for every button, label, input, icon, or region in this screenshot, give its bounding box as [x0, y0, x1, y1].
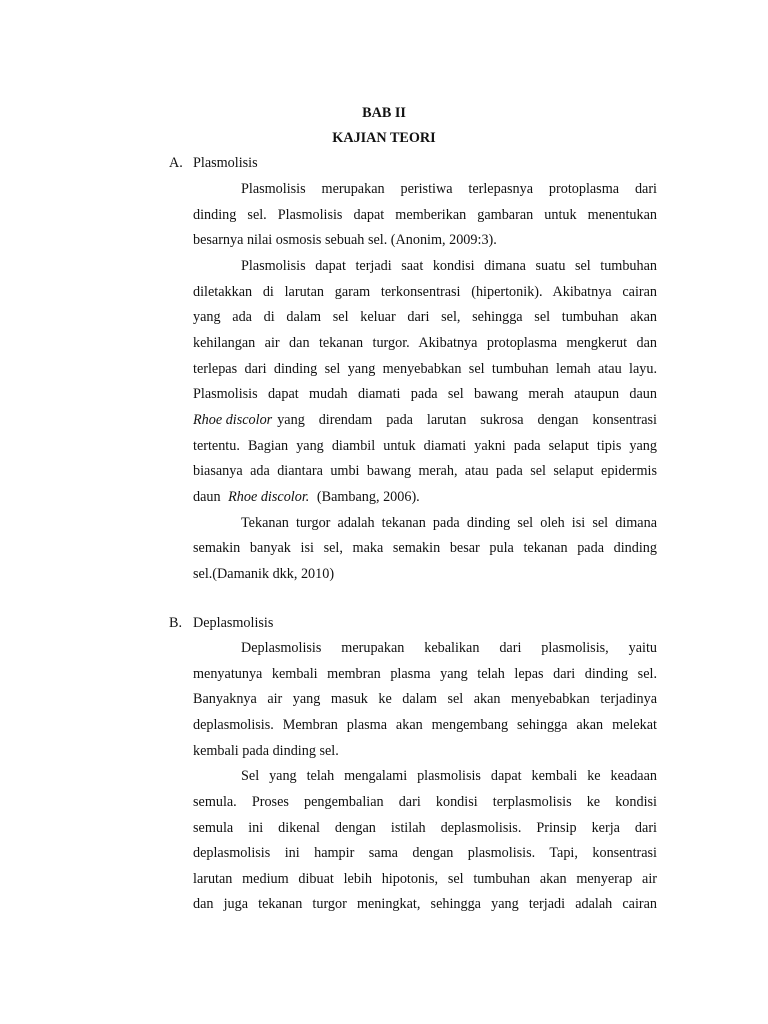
paragraph-line: Tekanan turgor adalah tekanan pada dinding sel oleh isi sel dimana	[241, 515, 657, 531]
paragraph-line: Plasmolisis dapat mudah diamati pada sel bawang merah ataupun daun	[193, 386, 657, 402]
paragraph-line: Deplasmolisis merupakan kebalikan dari plasmolisis, yaitu	[241, 640, 657, 656]
paragraph-line: semula ini dikenal dengan istilah deplasmolisis. Prinsip kerja dari	[193, 820, 657, 836]
paragraph-line: larutan medium dibuat lebih hipotonis, sel tumbuhan akan menyerap air	[193, 871, 657, 887]
paragraph-line: terlepas dari dinding sel yang menyebabkan sel tumbuhan lemah atau layu.	[193, 361, 657, 377]
paragraph-line: diletakkan di larutan garam terkonsentrasi (hipertonik). Akibatnya cairan	[193, 284, 657, 300]
section-b-letter: B.	[169, 615, 183, 631]
species-name: Rhoe discolor.	[228, 489, 310, 505]
paragraph-line: semula. Proses pengembalian dari kondisi terplasmolisis ke kondisi	[193, 794, 657, 810]
species-name: Rhoe discolor	[193, 412, 273, 428]
paragraph-line: dan juga tekanan turgor meningkat, sehingga yang terjadi adalah cairan	[193, 896, 657, 912]
paragraph-line: tertentu. Bagian yang diambil untuk diamati yakni pada selaput tipis yang	[193, 438, 657, 454]
paragraph-line: besarnya nilai osmosis sebuah sel. (Anonim, 2009:3).	[193, 232, 497, 248]
paragraph-line: dinding sel. Plasmolisis dapat memberikan gambaran untuk menentukan	[193, 207, 657, 223]
paragraph-line-mixed	[193, 411, 657, 429]
section-a-letter: A.	[169, 155, 183, 171]
page-title: KAJIAN TEORI	[332, 130, 436, 146]
chapter-label: BAB II	[362, 105, 406, 121]
paragraph-line: Plasmolisis dapat terjadi saat kondisi dimana suatu sel tumbuhan	[241, 258, 657, 274]
paragraph-line: kembali pada dinding sel.	[193, 743, 339, 759]
paragraph-line: biasanya ada diantara umbi bawang merah, atau pada sel selaput epidermis	[193, 463, 657, 479]
paragraph-line: Banyaknya air yang masuk ke dalam sel akan menyebabkan terjadinya	[193, 691, 657, 707]
citation: (Bambang, 2006).	[316, 489, 420, 505]
paragraph-line: deplasmolisis. Membran plasma akan mengembang sehingga akan melekat	[193, 717, 657, 733]
paragraph-line: kehilangan air dan tekanan turgor. Akibatnya protoplasma mengkerut dan	[193, 335, 657, 351]
paragraph-line: menyatunya kembali membran plasma yang telah lepas dari dinding sel.	[193, 666, 657, 682]
paragraph-line-mixed	[193, 488, 420, 506]
section-a-heading: Plasmolisis	[193, 155, 258, 171]
paragraph-line: deplasmolisis ini hampir sama dengan plasmolisis. Tapi, konsentrasi	[193, 845, 657, 861]
paragraph-line-rest: yang direndam pada larutan sukrosa dengan konsentrasi	[277, 412, 657, 428]
paragraph-line: semakin banyak isi sel, maka semakin besar pula tekanan pada dinding	[193, 540, 657, 556]
paragraph-line: Plasmolisis merupakan peristiwa terlepasnya protoplasma dari	[241, 181, 657, 197]
paragraph-line: Sel yang telah mengalami plasmolisis dapat kembali ke keadaan	[241, 768, 657, 784]
section-b-heading: Deplasmolisis	[193, 615, 274, 631]
paragraph-line: yang ada di dalam sel keluar dari sel, sehingga sel tumbuhan akan	[193, 309, 657, 325]
word-daun: daun	[193, 489, 221, 505]
paragraph-line: sel.(Damanik dkk, 2010)	[193, 566, 335, 582]
